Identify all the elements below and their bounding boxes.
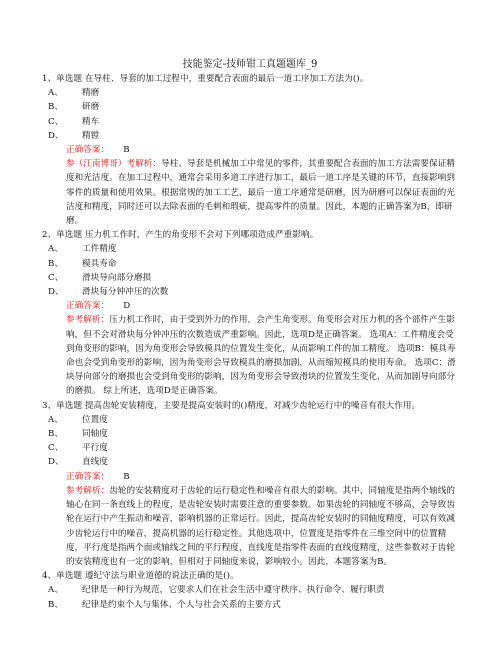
option-b: B、 纪律是约束个人与集体、个人与社会关系的主要方式 bbox=[48, 599, 281, 610]
question-stem: 2、单选题 压力机工作时，产生的角变形不会对下列哪项造成严重影响。 bbox=[42, 230, 319, 241]
question-4 bbox=[42, 569, 462, 612]
correct-answer: 正确答案： D bbox=[66, 301, 131, 312]
option-b: B、 同轴度 bbox=[48, 429, 108, 440]
option-a: A、 纪律是一种行为规范，它要求人们在社会生活中遵守秩序、执行命令、履行职责 bbox=[48, 585, 385, 596]
question-1 bbox=[42, 72, 462, 228]
option-d: D、 直线度 bbox=[48, 457, 108, 468]
explanation: 参考解析：齿轮的安装精度对于齿轮的运行稳定性和噪音有很大的影响。其中，同轴度是指两个轴线的轴心在同一条直线上的程度，是齿轮安装时需要注意的重要参数。如果齿轮的同轴度不够高，会导致齿轮在运行中产生振动和噪音，影响机器的正常运行。因此，提高齿轮安装时的同轴度精度，可以有效减少齿轮运行中的噪音，提高机器的运行稳定性。其他选项中，位置度是指零件在三维空间中的位置精度，平行度是指两个面或轴线之间的平行程度，直线度是指零件表面的直线度精度，这些参数对于齿轮的安装精度也有一定的影响，但相对于同轴度来说，影响较小。因此，本题答案为B。 bbox=[66, 485, 455, 567]
question-2 bbox=[42, 228, 462, 398]
explanation: 参考解析：压力机工作时，由于受到外力的作用，会产生角变形。角变形会对压力机的各个部件产生影响，但不会对滑块每分钟冲压的次数造成严重影响。因此，选项D是正确答案。 选项A：工件精度会受到角变形的影响，因为角变形会导致模具的位置发生变化，从而影响工件的加工精度。 选项B：模具寿命也会受到角变形的影响，因为角变形会导致模具的磨损加剧，从而缩短模具的使用寿命。 选项C：滑块导向部分的磨损也会受到角变形的影响，因为角变形会导致滑块的位置发生变化，从而加剧导向部分的磨损。 综上所述，选项D是正确答案。 bbox=[66, 315, 456, 397]
explanation: 参（江南博哥）考解析：导柱、导套是机械加工中常见的零件，其重要配合表面的加工方法需要保证精度和光洁度。在加工过程中，通常会采用多道工序进行加工，最后一道工序是关键的环节，直接影响到零件的质量和使用效果。根据常规的加工工艺，最后一道工序通常是研磨，因为研磨可以保证表面的光洁度和精度，同时还可以去除表面的毛刺和瑕疵，提高零件的质量。因此，本题的正确答案为B，即研磨。 bbox=[66, 159, 455, 227]
correct-answer: 正确答案： B bbox=[66, 471, 130, 482]
correct-answer: 正确答案： B bbox=[66, 145, 130, 156]
option-c: C、 平行度 bbox=[48, 443, 108, 454]
option-d: D、 滑块每分钟冲压的次数 bbox=[48, 287, 169, 298]
option-c: C、 滑块导向部分磨损 bbox=[48, 272, 152, 283]
option-d: D、 精镗 bbox=[48, 130, 100, 141]
option-b: B、 研磨 bbox=[48, 102, 100, 113]
question-3 bbox=[42, 399, 462, 569]
option-a: A、 精磨 bbox=[48, 88, 100, 99]
option-a: A、 工件精度 bbox=[48, 244, 117, 255]
question-list bbox=[42, 72, 462, 612]
option-b: B、 模具寿命 bbox=[48, 258, 117, 269]
option-a: A、 位置度 bbox=[48, 414, 108, 425]
option-c: C、 精车 bbox=[48, 116, 100, 127]
question-stem: 4、单选题 遵纪守法与职业道德的说法正确的是()。 bbox=[42, 571, 239, 582]
question-stem: 1、单选题 在导柱、导套的加工过程中，重要配合表面的最后一道工序加工方法为()。 bbox=[42, 74, 369, 84]
page-title: 技能鉴定-技师钳工真题题库_9 bbox=[182, 59, 318, 70]
question-stem: 3、单选题 提高齿轮安装精度，主要是提高安装时的()精度，对减少齿轮运行中的噪音有很大作用。 bbox=[42, 400, 421, 411]
